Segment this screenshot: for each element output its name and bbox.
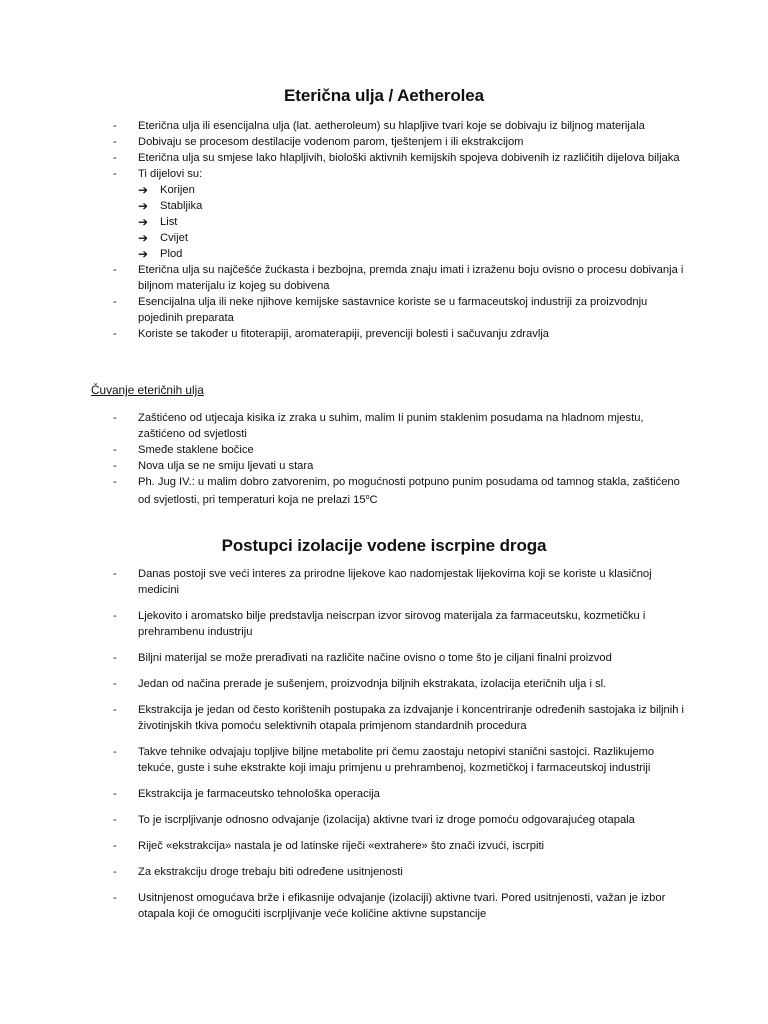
list-item-text: Riječ «ekstrakcija» nastala je od latinske riječi «extrahere» što znači izvući, iscrpiti xyxy=(138,840,545,852)
list-item-text: Za ekstrakciju droge trebaju biti određene usitnjenosti xyxy=(138,866,403,878)
bullet-dash: - xyxy=(113,120,117,132)
plant-part-label: Plod xyxy=(160,248,183,260)
plant-part-label: List xyxy=(160,216,178,228)
list-item xyxy=(113,474,685,508)
temperature-unit: C xyxy=(369,494,378,506)
list-item xyxy=(113,326,685,342)
list-item xyxy=(113,150,685,166)
list-item-text: Eterična ulja su smjese lako hlapljivih, biološki aktivnih kemijskih spojeva dobivenih iz različitih dijelova biljaka xyxy=(138,152,680,164)
bullet-dash: - xyxy=(113,568,117,580)
list-item xyxy=(113,410,685,442)
list-item xyxy=(113,566,685,598)
bullet-dash: - xyxy=(113,840,117,852)
list-item-text: Nova ulja se ne smiju ljevati u stara xyxy=(138,460,314,472)
list-item-text: Usitnjenost omogućava brže i efikasnije odvajanje (izolaciji) aktivne tvari. Pored usitnjenosti, važan je izbor otapala koji će omogućiti iscrpljivanje veće količine aktivne supstancije xyxy=(138,892,666,920)
bullet-dash: - xyxy=(113,866,117,878)
plant-part-item xyxy=(138,246,678,262)
list-item-text: Jedan od načina prerade je sušenjem, proizvodnja biljnih ekstrakata, izolacija eteričnih ulja i sl. xyxy=(138,678,607,690)
list-item-text: To je iscrpljivanje odnosno odvajanje (izolacija) aktivne tvari iz droge pomoću odgovarajućeg otapala xyxy=(138,814,635,826)
arrow-icon: ➔ xyxy=(138,215,149,229)
list-item-text: Ekstrakcija je jedan od često korištenih postupaka za izdvajanje i koncentriranje određenih sastojaka iz biljnih i životinjskih tkiva pomoću selektivnih otapala primjenom standardnih procedura xyxy=(138,704,685,732)
storage-heading: Čuvanje eteričnih ulja xyxy=(91,383,204,397)
list-item-text: Eterična ulja su najčešće žućkasta i bezbojna, premda znaju imati i izraženu boju ovisno o procesu dobivanja i biljnom materijalu iz kojeg su dobivena xyxy=(138,264,684,292)
list-item-text: Eterična ulja ili esencijalna ulja (lat. aetheroleum) su hlapljive tvari koje se dobivaju iz biljnog materijala xyxy=(138,120,645,132)
list-item xyxy=(113,442,685,458)
list-item xyxy=(113,676,685,692)
list-item-text: Biljni materijal se može prerađivati na različite načine ovisno o tome što je ciljani finalni proizvod xyxy=(138,652,612,664)
list-item xyxy=(113,650,685,666)
list-item-text: Dobivaju se procesom destilacije vodenom parom, tještenjem i ili ekstrakcijom xyxy=(138,136,524,148)
list-item xyxy=(113,744,685,776)
plant-part-item xyxy=(138,230,678,246)
list-item-text: Ekstrakcija je farmaceutsko tehnološka operacija xyxy=(138,788,380,800)
section-title: Postupci izolacije vodene iscrpine droga xyxy=(221,536,547,555)
bullet-dash: - xyxy=(113,136,117,148)
list-item xyxy=(113,608,685,640)
arrow-icon: ➔ xyxy=(138,247,149,261)
bullet-dash: - xyxy=(113,152,117,164)
bullet-dash: - xyxy=(113,610,117,622)
list-item xyxy=(113,812,685,828)
list-item xyxy=(113,890,685,922)
list-item xyxy=(113,134,685,150)
extraction-list xyxy=(113,566,685,932)
list-item xyxy=(113,786,685,802)
arrow-icon: ➔ xyxy=(138,199,149,213)
bullet-dash: - xyxy=(113,746,117,758)
list-item-text: Ph. Jug IV.: u malim dobro zatvorenim, po mogućnosti potpuno punim posudama od tamnog stakla, zaštićeno od svjetlosti, pri temperaturi koja ne prelazi 15 xyxy=(138,476,680,506)
page-title: Eterična ulja / Aetherolea xyxy=(284,86,484,105)
bullet-dash: - xyxy=(113,678,117,690)
list-item-text: Smeđe staklene bočice xyxy=(138,444,254,456)
bullet-dash: - xyxy=(113,412,117,424)
plant-part-label: Korijen xyxy=(160,184,195,196)
list-item xyxy=(113,166,685,262)
bullet-dash: - xyxy=(113,296,117,308)
bullet-dash: - xyxy=(113,892,117,904)
list-item-text: Ti dijelovi su: xyxy=(138,168,203,180)
plant-part-label: Stabljika xyxy=(160,200,203,212)
list-item xyxy=(113,864,685,880)
bullet-dash: - xyxy=(113,460,117,472)
list-item-text: Esencijalna ulja ili neke njihove kemijske sastavnice koriste se u farmaceutskoj industriji za proizvodnju pojedinih preparata xyxy=(138,296,648,324)
list-item-text: Zaštićeno od utjecaja kisika iz zraka u suhim, malim Ii punim staklenim posudama na hladnom mjestu, zaštićeno od svjetlosti xyxy=(138,412,644,440)
bullet-dash: - xyxy=(113,168,117,180)
bullet-dash: - xyxy=(113,476,117,488)
list-item-text: Takve tehnike odvajaju topljive biljne metabolite pri čemu zaostaju netopivi stanični sastojci. Razlikujemo tekuće, guste i suhe ekstrakte koji imaju primjenu u prehrambenoj, kozmetičkoj i farmaceutskoj industriji xyxy=(138,746,655,774)
list-item xyxy=(113,118,685,134)
plant-part-item xyxy=(138,182,678,198)
list-item-text: Danas postoji sve veći interes za prirodne lijekove kao nadomjestak lijekovima koji se koriste u klasičnoj medicini xyxy=(138,568,652,596)
degree-superscript: o xyxy=(365,494,370,501)
plant-part-item xyxy=(138,214,678,230)
bullet-dash: - xyxy=(113,264,117,276)
list-item xyxy=(113,262,685,294)
bullet-dash: - xyxy=(113,704,117,716)
list-item-text: Koriste se također u fitoterapiji, aromaterapiji, prevenciji bolesti i sačuvanju zdravlja xyxy=(138,328,550,340)
plant-part-item xyxy=(138,198,678,214)
intro-list xyxy=(113,118,685,342)
bullet-dash: - xyxy=(113,444,117,456)
list-item xyxy=(113,458,685,474)
list-item xyxy=(113,294,685,326)
bullet-dash: - xyxy=(113,814,117,826)
storage-list xyxy=(113,410,685,508)
plant-part-label: Cvijet xyxy=(160,232,188,244)
plant-parts-list xyxy=(138,182,678,262)
arrow-icon: ➔ xyxy=(138,231,149,245)
bullet-dash: - xyxy=(113,788,117,800)
list-item xyxy=(113,702,685,734)
list-item xyxy=(113,838,685,854)
list-item-text: Ljekovito i aromatsko bilje predstavlja neiscrpan izvor sirovog materijala za farmaceutsku, kozmetičku i prehrambenu industriju xyxy=(138,610,646,638)
arrow-icon: ➔ xyxy=(138,183,149,197)
bullet-dash: - xyxy=(113,652,117,664)
bullet-dash: - xyxy=(113,328,117,340)
